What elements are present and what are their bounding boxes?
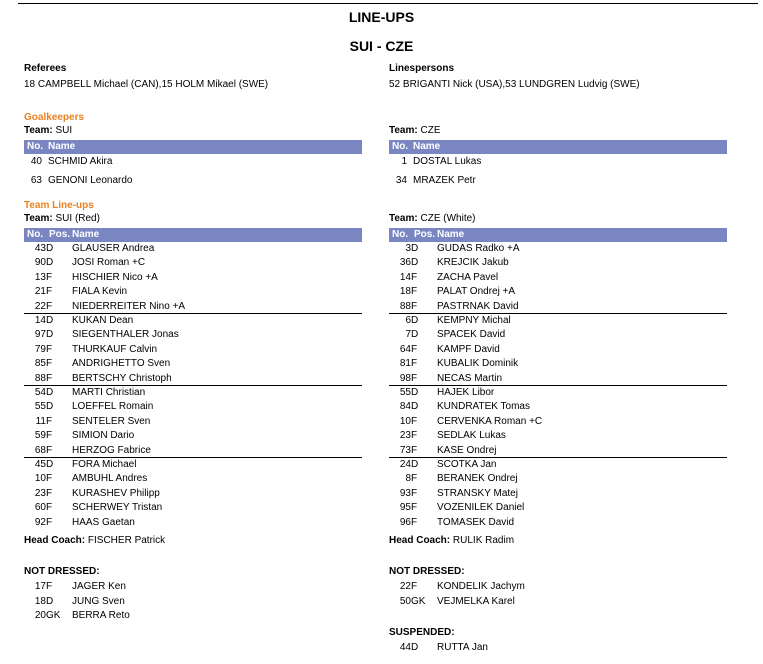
player-name: JOSI Roman +C bbox=[72, 257, 146, 269]
player-position: F bbox=[46, 372, 53, 384]
suspended-row bbox=[389, 641, 727, 655]
player-number: 63 bbox=[30, 175, 42, 186]
player-position: F bbox=[411, 286, 418, 298]
player-row bbox=[389, 516, 727, 530]
player-position: D bbox=[411, 642, 419, 653]
player-row bbox=[24, 487, 362, 501]
goalkeepers-label: Goalkeepers bbox=[24, 112, 85, 123]
player-position: GK bbox=[46, 610, 61, 622]
player-position: D bbox=[411, 401, 419, 413]
player-number: 88 bbox=[34, 372, 46, 384]
player-row bbox=[389, 472, 727, 486]
player-name: KREJCIK Jakub bbox=[437, 257, 509, 269]
hdr-name: Name bbox=[48, 141, 76, 152]
gk-team: CZE bbox=[420, 125, 441, 136]
player-position: D bbox=[411, 387, 419, 398]
player-row bbox=[389, 256, 727, 270]
player-name: SENTELER Sven bbox=[72, 415, 151, 427]
player-name: KEMPNY Michal bbox=[437, 315, 511, 326]
player-number: 18 bbox=[34, 595, 46, 607]
player-position: F bbox=[411, 300, 418, 312]
player-row bbox=[389, 314, 727, 328]
player-number: 17 bbox=[34, 581, 46, 592]
player-name: KONDELIK Jachym bbox=[437, 581, 525, 592]
player-row bbox=[24, 328, 362, 342]
player-number: 6 bbox=[405, 315, 411, 326]
player-number: 36 bbox=[399, 257, 411, 269]
player-position: F bbox=[411, 430, 418, 442]
head-coach-line bbox=[24, 535, 165, 546]
player-name: SCOTKA Jan bbox=[437, 459, 497, 470]
player-number: 45 bbox=[34, 459, 46, 470]
player-name: DOSTAL Lukas bbox=[413, 156, 482, 167]
player-name: KASE Ondrej bbox=[437, 444, 497, 456]
lineup-header bbox=[389, 228, 727, 242]
player-position: D bbox=[411, 329, 419, 341]
player-name: BERANEK Ondrej bbox=[437, 473, 518, 485]
player-number: 68 bbox=[34, 444, 46, 456]
player-row bbox=[24, 400, 362, 414]
player-position: F bbox=[46, 343, 53, 355]
player-name: RUTTA Jan bbox=[437, 642, 488, 653]
player-number: 55 bbox=[34, 401, 46, 413]
match-title: SUI - CZE bbox=[349, 38, 414, 54]
player-position: F bbox=[411, 473, 418, 485]
player-row bbox=[24, 458, 362, 472]
lineup-team: CZE (White) bbox=[420, 213, 476, 224]
player-name: AMBUHL Andres bbox=[72, 473, 148, 485]
gk-team: SUI bbox=[55, 125, 73, 136]
player-position: F bbox=[411, 358, 418, 370]
player-position: F bbox=[411, 444, 418, 456]
not-dressed-row bbox=[24, 595, 362, 609]
player-name: KURASHEV Philipp bbox=[72, 487, 160, 499]
player-position: F bbox=[411, 372, 418, 384]
player-position: D bbox=[46, 329, 54, 341]
player-number: 21 bbox=[34, 286, 46, 298]
player-row bbox=[389, 372, 727, 386]
player-number: 11 bbox=[35, 415, 46, 427]
player-number: 59 bbox=[34, 430, 46, 442]
player-number: 97 bbox=[34, 329, 46, 341]
player-name: ANDRIGHETTO Sven bbox=[72, 358, 171, 370]
player-number: 54 bbox=[34, 387, 46, 398]
player-row bbox=[389, 285, 727, 299]
head-coach: RULIK Radim bbox=[452, 535, 515, 546]
goalkeeper-row bbox=[389, 174, 727, 188]
player-row bbox=[389, 487, 727, 501]
lineup-team-line bbox=[24, 213, 100, 224]
team-word: Team: bbox=[24, 125, 53, 136]
player-name: KAMPF David bbox=[437, 343, 500, 355]
player-number: 84 bbox=[399, 401, 411, 413]
not-dressed-row bbox=[389, 580, 727, 594]
hdr-no: No. bbox=[27, 141, 44, 152]
referees-label: Referees bbox=[24, 63, 67, 74]
player-number: 10 bbox=[34, 473, 46, 485]
player-row bbox=[24, 516, 362, 530]
hdr-pos: Pos. bbox=[414, 229, 436, 240]
player-position: D bbox=[46, 243, 54, 254]
player-number: 3 bbox=[405, 243, 411, 254]
player-row bbox=[24, 343, 362, 357]
player-row bbox=[24, 429, 362, 443]
player-name: CERVENKA Roman +C bbox=[437, 415, 543, 427]
player-name: PALAT Ondrej +A bbox=[437, 286, 516, 298]
player-position: F bbox=[411, 581, 418, 592]
player-row bbox=[389, 429, 727, 443]
linespersons-label: Linespersons bbox=[389, 63, 455, 74]
player-number: 98 bbox=[399, 372, 411, 384]
player-row bbox=[389, 400, 727, 414]
player-number: 18 bbox=[399, 286, 411, 298]
gk-header bbox=[389, 140, 727, 154]
player-position: F bbox=[46, 358, 53, 370]
player-position: D bbox=[46, 315, 54, 326]
gk-header bbox=[24, 140, 362, 154]
team-word: Team: bbox=[24, 213, 53, 224]
goalkeeper-row bbox=[24, 155, 362, 169]
player-row bbox=[389, 444, 727, 458]
player-name: KUKAN Dean bbox=[72, 315, 134, 326]
player-number: 55 bbox=[399, 387, 411, 398]
player-name: JUNG Sven bbox=[72, 595, 125, 607]
player-name: KUNDRATEK Tomas bbox=[437, 401, 530, 413]
player-row bbox=[389, 415, 727, 429]
player-name: SCHERWEY Tristan bbox=[72, 502, 163, 514]
player-row bbox=[24, 242, 362, 256]
player-name: VOZENILEK Daniel bbox=[437, 502, 525, 514]
player-row bbox=[24, 256, 362, 270]
player-position: F bbox=[46, 430, 53, 442]
lineup-team: SUI (Red) bbox=[55, 213, 100, 224]
gk-team-line bbox=[389, 125, 441, 136]
player-position: F bbox=[411, 415, 418, 427]
player-position: F bbox=[46, 487, 53, 499]
not-dressed-label: NOT DRESSED: bbox=[389, 566, 465, 577]
goalkeeper-row bbox=[24, 174, 362, 188]
player-number: 13 bbox=[34, 271, 46, 283]
player-name: GLAUSER Andrea bbox=[72, 243, 155, 254]
player-name: FIALA Kevin bbox=[72, 286, 128, 298]
player-position: D bbox=[46, 387, 54, 398]
player-name: TOMASEK David bbox=[437, 516, 515, 528]
player-position: D bbox=[46, 459, 54, 470]
player-number: 40 bbox=[30, 156, 42, 167]
player-name: SPACEK David bbox=[437, 329, 506, 341]
player-number: 92 bbox=[34, 516, 46, 528]
player-number: 79 bbox=[34, 343, 46, 355]
hdr-pos: Pos. bbox=[49, 229, 71, 240]
player-name: HISCHIER Nico +A bbox=[72, 271, 158, 283]
player-position: F bbox=[46, 444, 53, 456]
player-name: THURKAUF Calvin bbox=[72, 343, 158, 355]
player-position: F bbox=[46, 516, 53, 528]
not-dressed-label: NOT DRESSED: bbox=[24, 566, 100, 577]
page-title: LINE-UPS bbox=[348, 9, 415, 25]
player-name: BERTSCHY Christoph bbox=[72, 372, 172, 384]
lineup-header bbox=[24, 228, 362, 242]
hdr-no: No. bbox=[392, 229, 409, 240]
player-name: NIEDERREITER Nino +A bbox=[72, 300, 186, 312]
player-name: NECAS Martin bbox=[437, 372, 503, 384]
player-row bbox=[24, 314, 362, 328]
player-position: D bbox=[411, 315, 419, 326]
player-position: D bbox=[411, 243, 419, 254]
player-name: KUBALIK Dominik bbox=[437, 358, 519, 370]
player-position: F bbox=[46, 415, 53, 427]
player-position: F bbox=[411, 487, 418, 499]
linespersons-value: 52 BRIGANTI Nick (USA),53 LUNDGREN Ludvig (SWE) bbox=[389, 79, 640, 90]
player-row bbox=[24, 444, 362, 458]
goalkeeper-row bbox=[389, 155, 727, 169]
top-rule bbox=[18, 3, 758, 4]
player-row bbox=[24, 386, 362, 400]
player-number: 14 bbox=[399, 271, 411, 283]
player-row bbox=[24, 300, 362, 314]
player-name: VEJMELKA Karel bbox=[437, 595, 515, 607]
player-row bbox=[389, 343, 727, 357]
player-name: LOEFFEL Romain bbox=[72, 401, 154, 413]
head-coach-label: Head Coach: bbox=[24, 535, 86, 546]
player-number: 85 bbox=[34, 358, 46, 370]
player-name: HERZOG Fabrice bbox=[72, 444, 151, 456]
player-name: GUDAS Radko +A bbox=[437, 243, 520, 254]
player-number: 64 bbox=[399, 343, 411, 355]
player-position: D bbox=[411, 459, 419, 470]
player-name: FORA Michael bbox=[72, 459, 137, 470]
player-number: 88 bbox=[399, 300, 411, 312]
player-row bbox=[24, 501, 362, 515]
player-position: F bbox=[46, 271, 53, 283]
player-number: 95 bbox=[399, 502, 411, 514]
not-dressed-row bbox=[24, 609, 362, 623]
player-name: HAAS Gaetan bbox=[72, 516, 135, 528]
player-row bbox=[24, 357, 362, 371]
hdr-no: No. bbox=[27, 229, 44, 240]
player-name: HAJEK Libor bbox=[437, 387, 495, 398]
player-number: 96 bbox=[399, 516, 411, 528]
player-name: SEDLAK Lukas bbox=[437, 430, 506, 442]
player-position: D bbox=[411, 257, 419, 269]
player-name: BERRA Reto bbox=[72, 610, 130, 622]
player-position: F bbox=[46, 300, 53, 312]
player-row bbox=[389, 458, 727, 472]
suspended-label: SUSPENDED: bbox=[389, 627, 455, 638]
player-number: 14 bbox=[34, 315, 46, 326]
player-number: 81 bbox=[399, 358, 411, 370]
player-number: 1 bbox=[401, 156, 407, 167]
team-word: Team: bbox=[389, 213, 418, 224]
player-number: 8 bbox=[405, 473, 411, 485]
team-word: Team: bbox=[389, 125, 418, 136]
gk-team-line bbox=[24, 125, 72, 136]
lineup-team-line bbox=[389, 213, 476, 224]
player-number: 34 bbox=[395, 175, 407, 186]
player-number: 20 bbox=[34, 610, 46, 622]
player-number: 44 bbox=[399, 642, 411, 653]
player-name: MRAZEK Petr bbox=[413, 175, 476, 186]
player-number: 73 bbox=[399, 444, 411, 456]
player-name: STRANSKY Matej bbox=[437, 487, 518, 499]
not-dressed-row bbox=[389, 595, 727, 609]
player-row bbox=[24, 271, 362, 285]
player-number: 23 bbox=[399, 430, 411, 442]
player-number: 43 bbox=[34, 243, 46, 254]
player-position: F bbox=[46, 286, 53, 298]
player-number: 93 bbox=[399, 487, 411, 499]
player-name: GENONI Leonardo bbox=[48, 175, 133, 186]
player-name: ZACHA Pavel bbox=[437, 271, 499, 283]
head-coach-label: Head Coach: bbox=[389, 535, 451, 546]
referees-value: 18 CAMPBELL Michael (CAN),15 HOLM Mikael (SWE) bbox=[24, 79, 269, 90]
player-position: D bbox=[46, 401, 54, 413]
player-number: 60 bbox=[34, 502, 46, 514]
player-name: SCHMID Akira bbox=[48, 156, 113, 167]
player-position: F bbox=[411, 502, 418, 514]
player-position: F bbox=[411, 271, 418, 283]
player-position: D bbox=[46, 257, 54, 269]
team-lineups-label: Team Line-ups bbox=[24, 200, 94, 211]
player-position: F bbox=[411, 343, 418, 355]
player-row bbox=[24, 472, 362, 486]
hdr-name: Name bbox=[72, 229, 100, 240]
not-dressed-row bbox=[24, 580, 362, 594]
player-row bbox=[389, 501, 727, 515]
player-number: 7 bbox=[405, 329, 411, 341]
player-row bbox=[389, 242, 727, 256]
player-number: 22 bbox=[34, 300, 46, 312]
player-name: MARTI Christian bbox=[72, 387, 146, 398]
player-number: 10 bbox=[399, 415, 411, 427]
player-position: F bbox=[46, 473, 53, 485]
player-row bbox=[389, 300, 727, 314]
player-row bbox=[24, 372, 362, 386]
player-row bbox=[389, 357, 727, 371]
hdr-name: Name bbox=[437, 229, 465, 240]
player-number: 23 bbox=[34, 487, 46, 499]
player-position: GK bbox=[411, 595, 426, 607]
player-name: JAGER Ken bbox=[72, 581, 126, 592]
player-position: F bbox=[411, 516, 418, 528]
player-name: SIEGENTHALER Jonas bbox=[72, 329, 179, 341]
player-position: F bbox=[46, 581, 53, 592]
player-row bbox=[389, 328, 727, 342]
player-name: SIMION Dario bbox=[72, 430, 135, 442]
player-position: D bbox=[46, 595, 54, 607]
player-number: 50 bbox=[399, 595, 411, 607]
player-row bbox=[24, 285, 362, 299]
player-number: 22 bbox=[399, 581, 411, 592]
head-coach-line bbox=[389, 535, 514, 546]
player-position: F bbox=[46, 502, 53, 514]
player-name: PASTRNAK David bbox=[437, 300, 519, 312]
player-row bbox=[389, 271, 727, 285]
player-row bbox=[24, 415, 362, 429]
hdr-no: No. bbox=[392, 141, 409, 152]
hdr-name: Name bbox=[413, 141, 441, 152]
player-row bbox=[389, 386, 727, 400]
player-number: 24 bbox=[399, 459, 411, 470]
player-number: 90 bbox=[34, 257, 46, 269]
head-coach: FISCHER Patrick bbox=[87, 535, 166, 546]
